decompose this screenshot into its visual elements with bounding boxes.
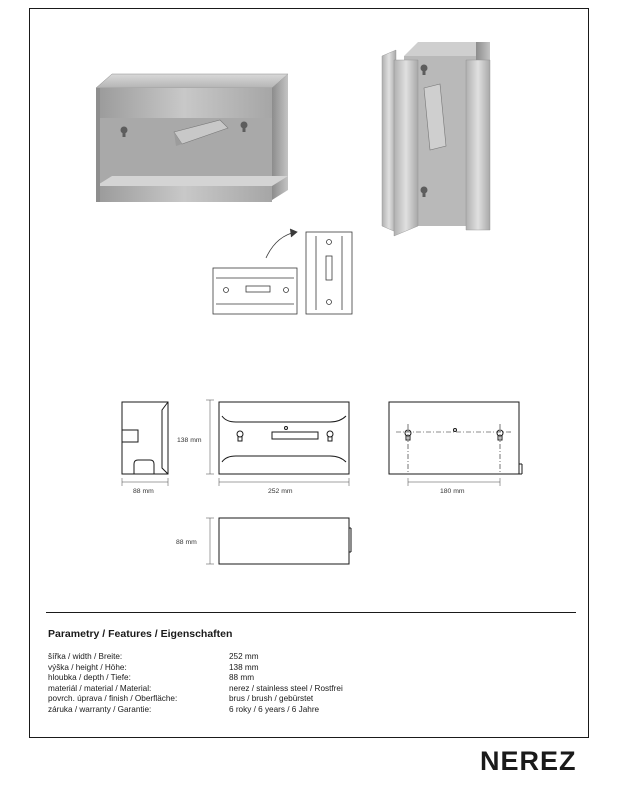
- spec-label: výška / height / Höhe:: [48, 662, 127, 672]
- spec-value: brus / brush / gebürstet: [229, 694, 314, 704]
- spec-row-warranty: [48, 705, 388, 716]
- spec-row-material: [48, 684, 388, 695]
- front-width-dimension: [219, 478, 349, 486]
- hole-spacing-label: 180 mm: [440, 488, 465, 495]
- spec-row-finish: [48, 694, 388, 705]
- rotation-diagram: [213, 229, 352, 314]
- spec-label: povrch. úprava / finish / Oberfläche:: [48, 694, 178, 704]
- height-dimension-label: 138 mm: [177, 437, 202, 444]
- hole-spacing-dimension: [408, 478, 500, 486]
- side-view-drawing: [122, 402, 168, 474]
- spec-label: materiál / material / Material:: [48, 683, 152, 693]
- spec-value: nerez / stainless steel / Rostfrei: [229, 683, 343, 693]
- brand-logo: NEREZ: [480, 746, 577, 776]
- top-depth-dimension: [206, 518, 214, 564]
- spec-value: 252 mm: [229, 652, 259, 661]
- spec-label: záruka / warranty / Garantie:: [48, 704, 152, 714]
- top-view-drawing: [219, 518, 351, 564]
- horizontal-dispenser-photo: [96, 74, 288, 202]
- spec-label: šířka / width / Breite:: [48, 652, 123, 661]
- vertical-dispenser-photo: [382, 42, 490, 236]
- front-width-label: 252 mm: [268, 488, 293, 495]
- front-view-drawing: [219, 402, 349, 474]
- features-table: [48, 652, 388, 716]
- section-divider: [46, 612, 576, 613]
- side-width-label: 88 mm: [133, 488, 154, 495]
- spec-row-depth: [48, 673, 388, 684]
- spec-label: hloubka / depth / Tiefe:: [48, 673, 131, 683]
- features-title: Parametry / Features / Eigenschaften: [48, 628, 233, 640]
- spec-row-width: [48, 652, 388, 663]
- spec-value: 138 mm: [229, 662, 259, 672]
- spec-value: 88 mm: [229, 673, 255, 683]
- top-depth-label: 88 mm: [176, 539, 197, 546]
- back-view-drawing: [389, 402, 522, 474]
- spec-value: 6 roky / 6 years / 6 Jahre: [229, 704, 320, 714]
- spec-row-height: [48, 663, 388, 674]
- side-width-dimension: [122, 478, 168, 486]
- height-dimension: [206, 400, 214, 474]
